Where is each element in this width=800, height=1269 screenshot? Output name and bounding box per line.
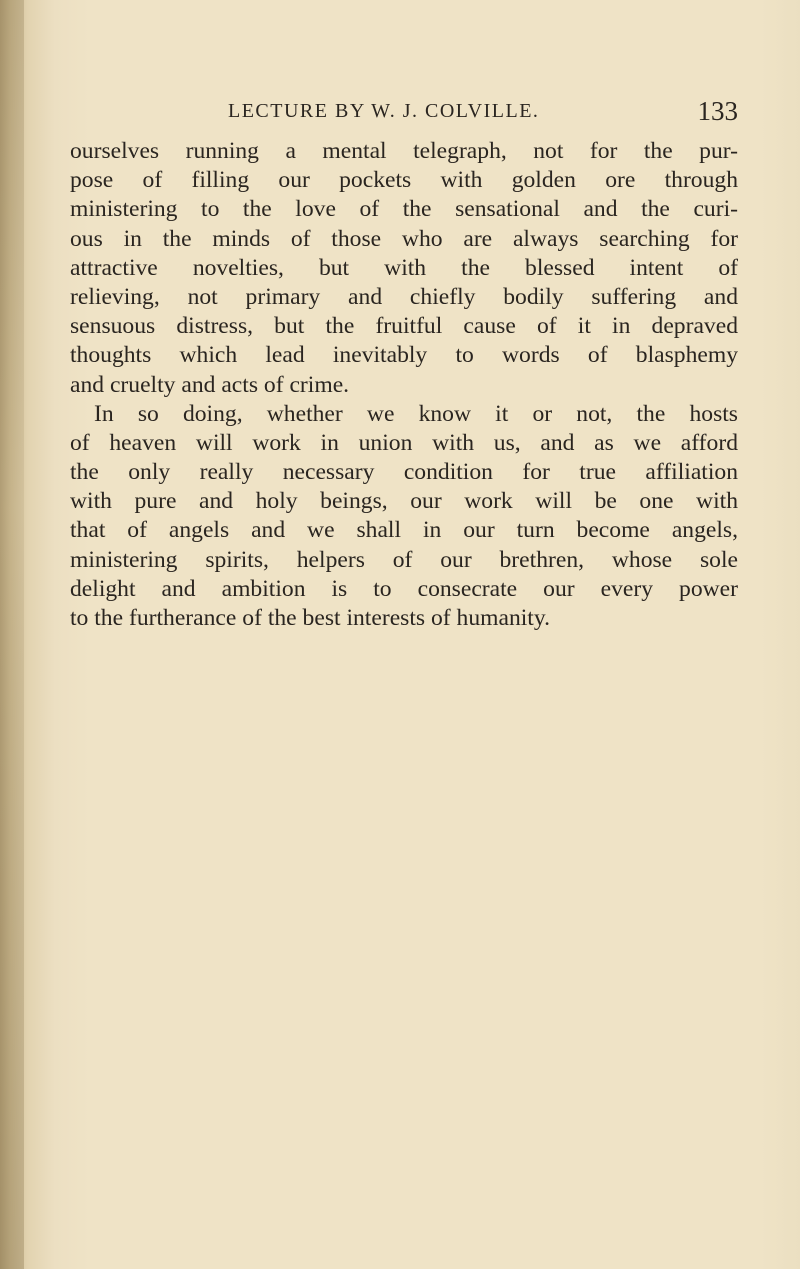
text-line: and cruelty and acts of crime. — [70, 371, 350, 398]
text-line: thoughts which lead inevitably to words of blasphemy — [70, 342, 738, 369]
text-line: ministering to the love of the sensational and the curi- — [70, 196, 738, 223]
text-line: attractive novelties, but with the blessed intent of — [70, 254, 738, 281]
text-line: relieving, not primary and chiefly bodily suffering and — [70, 283, 738, 310]
text-line: the only really necessary condition for true affiliation — [70, 459, 738, 486]
text-line: sensuous distress, but the fruitful cause of it in depraved — [70, 313, 738, 340]
text-line: ministering spirits, helpers of our brethren, whose sole — [70, 546, 738, 573]
text-line: ourselves running a mental telegraph, not for the pur- — [70, 138, 738, 164]
text-line: with pure and holy beings, our work will be one with — [70, 488, 738, 515]
text-line: of heaven will work in union with us, and as we afford — [70, 429, 738, 456]
text-line: ous in the minds of those who are always searching for — [70, 225, 738, 252]
text-line: In so doing, whether we know it or not, the hosts — [94, 400, 738, 427]
paragraph-1 — [70, 137, 738, 400]
text-line: that of angels and we shall in our turn become angels, — [70, 517, 738, 544]
page-number: 133 — [697, 96, 738, 126]
text-line: pose of filling our pockets with golden ore through — [70, 167, 738, 194]
body-text — [70, 137, 738, 633]
text-line: delight and ambition is to consecrate our every power — [70, 575, 738, 602]
paragraph-2 — [70, 400, 738, 634]
text-line: to the furtherance of the best interests of humanity. — [70, 605, 551, 631]
running-head: LECTURE BY W. J. COLVILLE. — [228, 100, 540, 122]
page-header — [70, 93, 738, 129]
